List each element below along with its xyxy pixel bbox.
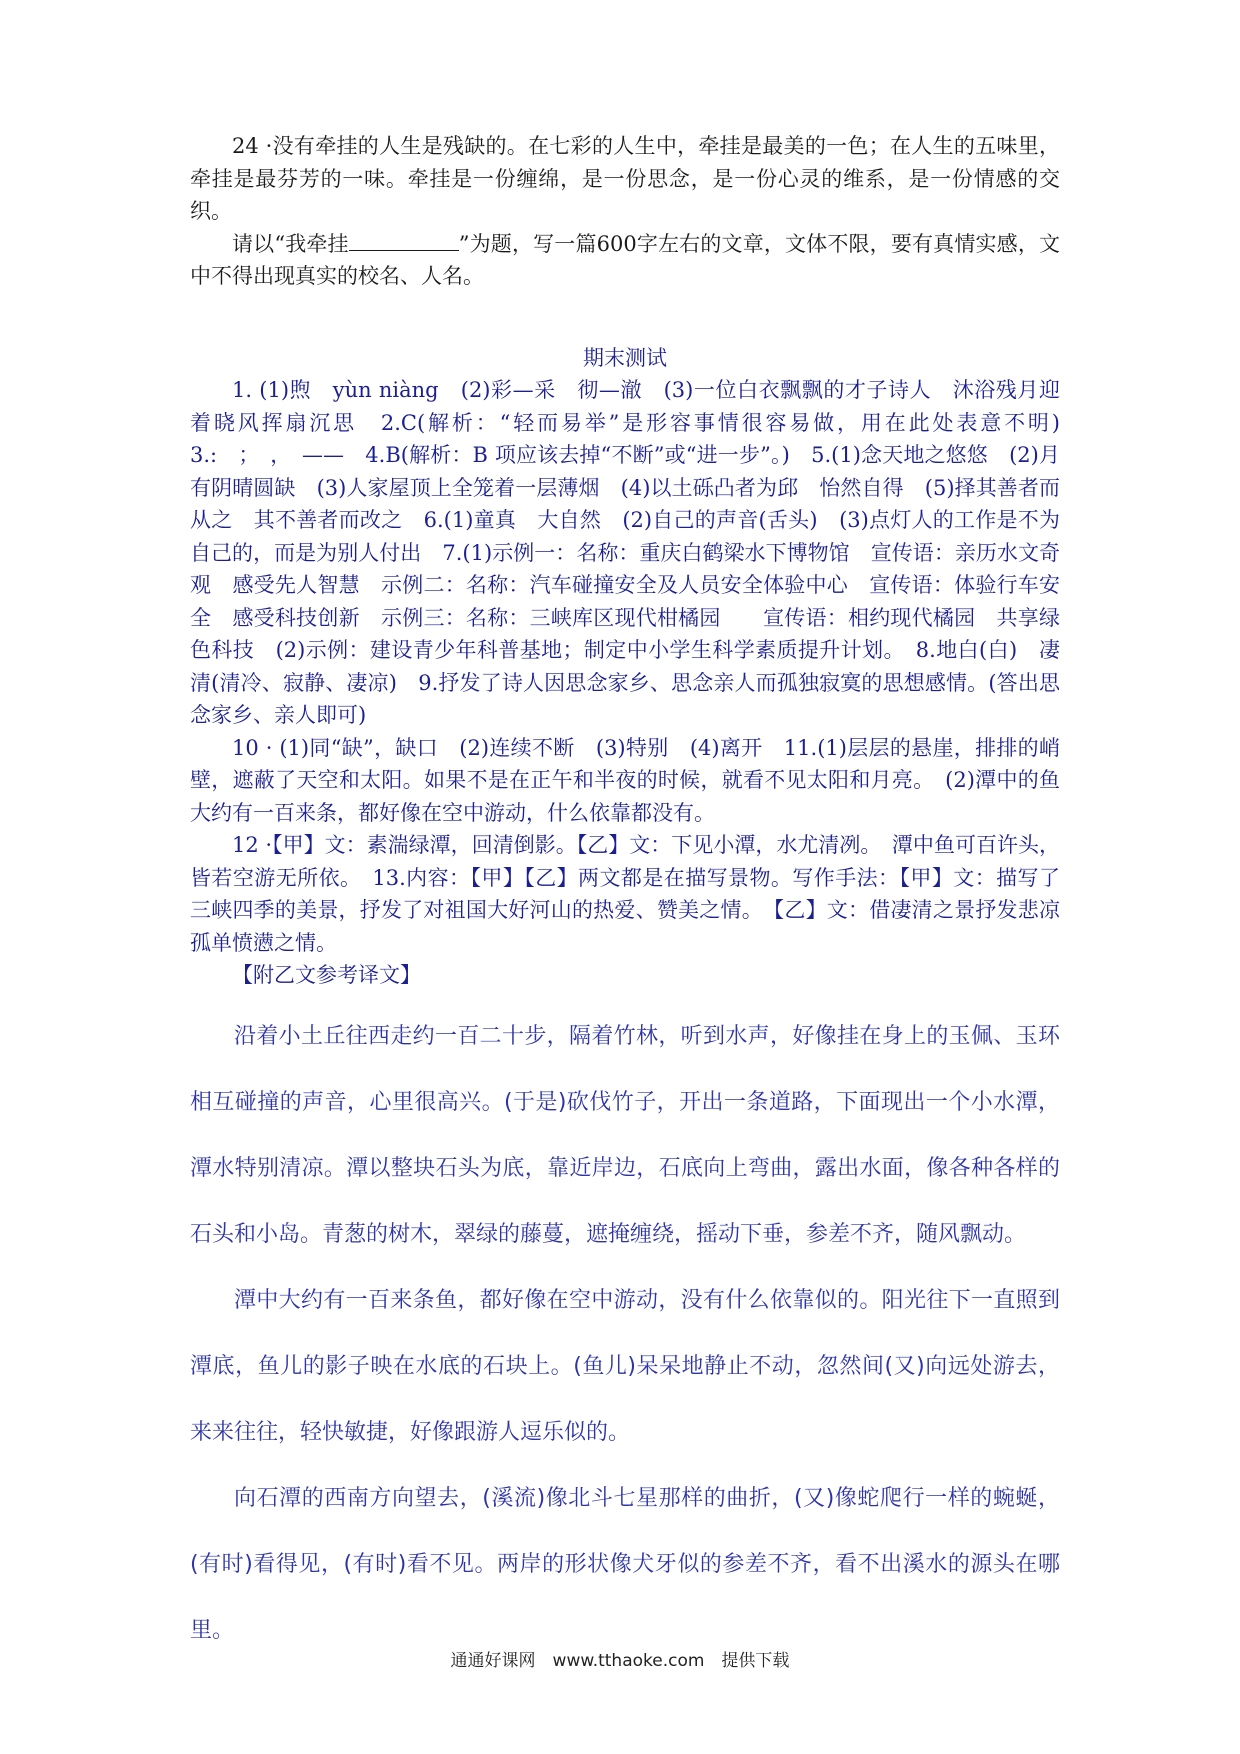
essay-instruction-end: ”为题，写一篇600字左右的文章，文体不限，要有真情实感，文中不得出现真实的校名、人名。	[190, 231, 1060, 288]
translation-paragraph-3: 向石潭的西南方向望去，(溪流)像北斗七星那样的曲折，(又)像蛇爬行一样的蜿蜒，(有时)看得见，(有时)看不见。两岸的形状像犬牙似的参差不齐，看不出溪水的源头在哪里。	[190, 1486, 1060, 1643]
title-blank	[349, 232, 459, 251]
appendix-heading: 【附乙文参考译文】	[232, 963, 421, 987]
essay-question-paragraph: 24 ·没有牵挂的人生是残缺的。在七彩的人生中，牵挂是最美的一色；在人生的五味里，牵挂是最芬芳的一味。牵挂是一份缠绵，是一份思念，是一份心灵的维系，是一份情感的交织。	[190, 134, 1060, 223]
essay-instruction-paragraph	[190, 228, 1060, 293]
page-footer: 通通好课网 www.tthaoke.com 提供下载	[450, 1651, 790, 1671]
answer-block-12-13: 12 ·【甲】文：素湍绿潭，回清倒影。【乙】文：下见小潭，水尤清冽。 潭中鱼可百许头，皆若空游无所依。 13.内容：【甲】【乙】两文都是在描写景物。写作手法：【甲】文：描写了三峡四季的美景，抒发了对祖国大好河山的热爱、赞美之情。 【乙】文：借凄清之景抒发悲凉孤单愤懑之情。	[190, 833, 1060, 955]
translation-section	[190, 1004, 1060, 1664]
essay-prompt	[190, 130, 1060, 293]
answer-block-10-11: 10 · (1)同“缺”，缺口 (2)连续不断 (3)特别 (4)离开 11.(1)层层的悬崖，排排的峭壁，遮蔽了天空和太阳。如果不是在正午和半夜的时候，就看不见太阳和月亮。 (2)潭中的鱼大约有一百来条，都好像在空中游动，什么依靠都没有。	[190, 735, 1060, 825]
essay-instruction-start: 请以“我牵挂	[232, 231, 349, 256]
translation-paragraph-1: 沿着小土丘往西走约一百二十步，隔着竹林，听到水声，好像挂在身上的玉佩、玉环相互碰撞的声音，心里很高兴。(于是)砍伐竹子，开出一条道路，下面现出一个小水潭，潭水特别清凉。潭以整块石头为底，靠近岸边，石底向上弯曲，露出水面，像各种各样的石头和小岛。青葱的树木，翠绿的藤蔓，遮掩缠绕，摇动下垂，参差不齐，随风飘动。	[190, 1024, 1060, 1247]
answer-block-1-9: 1. (1)煦 yùn niàng (2)彩—采 彻—澈 (3)一位白衣飘飘的才子诗人 沐浴残月迎着晓风挥扇沉思 2.C(解析：“轻而易举”是形容事情很容易做，用在此处表意不明) 3.: ； ， —— 4.B(解析：B 项应该去掉“不断”或“进一步”。) 5.(1)念天地之悠悠 (2)月有阴晴圆缺 (3)人家屋顶上全笼着一层薄烟 (4)以土砾凸者为邱 怡然自得 (5)择其善者而从之 其不善者而改之 6.(1)童真 大自然 (2)自己的声音(舌头) (3)点灯人的工作是不为自己的，而是为别人付出 7.(1)示例一：名称：重庆白鹤梁水下博物馆 宣传语：亲历水文奇观 感受先人智慧 示例二：名称：汽车碰撞安全及人员安全体验中心 宣传语：体验行车安全 感受科技创新 示例三：名称：三峡库区现代柑橘园 宣传语：相约现代橘园 共享绿色科技 (2)示例：建设青少年科普基地；制定中小学生科学素质提升计划。 8.地白(白) 凄清(清冷、寂静、凄凉) 9.抒发了诗人因思念家乡、思念亲人而孤独寂寞的思想感情。(答出思念家乡、亲人即可)	[190, 378, 1081, 727]
translation-paragraph-2: 潭中大约有一百来条鱼，都好像在空中游动，没有什么依靠似的。阳光往下一直照到潭底，鱼儿的影子映在水底的石块上。(鱼儿)呆呆地静止不动，忽然间(又)向远处游去，来来往往，轻快敏捷，好像跟游人逗乐似的。	[190, 1288, 1060, 1445]
section-title: 期末测试	[583, 346, 667, 370]
answers-section	[190, 342, 1081, 992]
